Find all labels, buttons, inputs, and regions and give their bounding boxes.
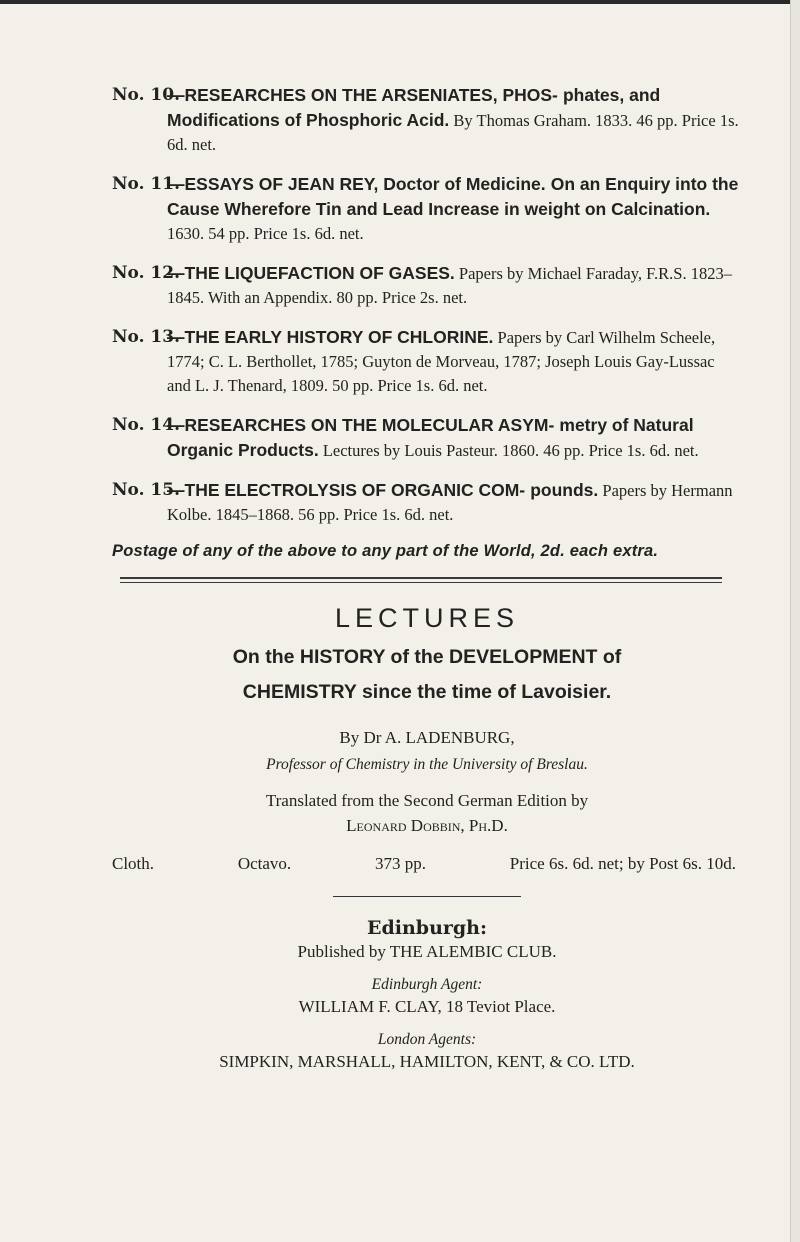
format: Octavo. <box>237 854 292 873</box>
entry-heading-cont: On an Enquiry into the Cause Wherefore Tin and Lead Increase in weight on Calcination. <box>167 174 739 219</box>
translator-name: Leonard Dobbin, Ph.D. <box>346 816 508 835</box>
list-item <box>112 478 742 527</box>
page-edge <box>790 0 800 1242</box>
lectures-title: LECTURES <box>334 603 520 633</box>
entry-number: No. 10. <box>112 85 180 105</box>
entry-number: No. 15. <box>112 480 180 500</box>
entry-heading: —RESEARCHES ON THE ARSENIATES, PHOS- <box>167 85 558 105</box>
entry-heading: —RESEARCHES ON THE MOLECULAR ASYM- <box>167 415 555 435</box>
entry-heading-cont: pounds. <box>530 480 599 500</box>
entry-number: No. 14. <box>112 415 180 435</box>
price: Price 6s. 6d. net; by Post 6s. 10d. <box>509 854 736 873</box>
lectures-subtitle <box>112 640 742 710</box>
lectures-subtitle-line: On the HISTORY of the DEVELOPMENT of <box>232 646 622 668</box>
book-details <box>112 854 742 874</box>
entry-heading: —THE LIQUEFACTION OF GASES. <box>167 263 455 283</box>
entry-heading: —ESSAYS OF JEAN REY, Doctor of Medicine. <box>167 174 546 194</box>
entry-number: No. 11. <box>112 174 180 194</box>
list-item <box>112 172 742 246</box>
page <box>112 83 742 1072</box>
translated-line: Translated from the Second German Edition by <box>265 791 589 810</box>
london-agents-label: London Agents: <box>377 1031 477 1048</box>
top-border <box>0 0 800 4</box>
list-item <box>112 413 742 463</box>
divider <box>120 577 722 583</box>
publisher-line: Published by THE ALEMBIC CLUB. <box>297 942 557 961</box>
list-item <box>112 325 742 398</box>
lectures-subtitle-line: CHEMISTRY since the time of Lavoisier. <box>242 681 612 703</box>
author-title: Professor of Chemistry in the University of Breslau. <box>266 756 588 773</box>
translator <box>112 788 742 838</box>
london-agents: SIMPKIN, MARSHALL, HAMILTON, KENT, & CO. LTD. <box>219 1052 635 1071</box>
entry-text: Papers by Carl Wilhelm Scheele, 1774; C. L. Berthollet, 1785; Guyton de Morveau, 1787; Joseph Louis Gay-Lussac and L. J. Thenard, 1809. 50 pp. Price 1s. 6d. net. <box>167 328 716 395</box>
list-item <box>112 83 742 157</box>
author: By Dr A. LADENBURG, <box>339 728 515 747</box>
divider <box>333 896 521 897</box>
publisher-city: Edinburgh: <box>366 917 488 939</box>
entry-number: No. 13. <box>112 327 180 347</box>
edinburgh-agent: WILLIAM F. CLAY, 18 Teviot Place. <box>298 997 556 1016</box>
entry-number: No. 12. <box>112 263 180 283</box>
postage-note: Postage of any of the above to any part of the World, 2d. each extra. <box>112 542 659 560</box>
entry-heading-cont: metry of Natural Organic Products. <box>167 415 694 460</box>
entry-text: By Thomas Graham. 1833. 46 pp. Price 1s. 6d. net. <box>167 111 739 154</box>
binding: Cloth. <box>112 854 155 873</box>
page-count: 373 pp. <box>374 854 426 873</box>
list-item <box>112 261 742 310</box>
entry-text: Papers by Hermann Kolbe. 1845–1868. 56 pp. Price 1s. 6d. net. <box>167 481 733 524</box>
entry-heading-cont: phates, and Modifications of Phosphoric Acid. <box>167 85 661 130</box>
entry-heading: —THE ELECTROLYSIS OF ORGANIC COM- <box>167 480 526 500</box>
edinburgh-agent-label: Edinburgh Agent: <box>371 976 483 993</box>
entry-text: 1630. 54 pp. Price 1s. 6d. net. <box>167 224 364 243</box>
entry-heading: —THE EARLY HISTORY OF CHLORINE. <box>167 327 494 347</box>
entry-text: Lectures by Louis Pasteur. 1860. 46 pp. Price 1s. 6d. net. <box>318 441 699 460</box>
entry-text: Papers by Michael Faraday, F.R.S. 1823–1845. With an Appendix. 80 pp. Price 2s. net. <box>167 264 732 307</box>
